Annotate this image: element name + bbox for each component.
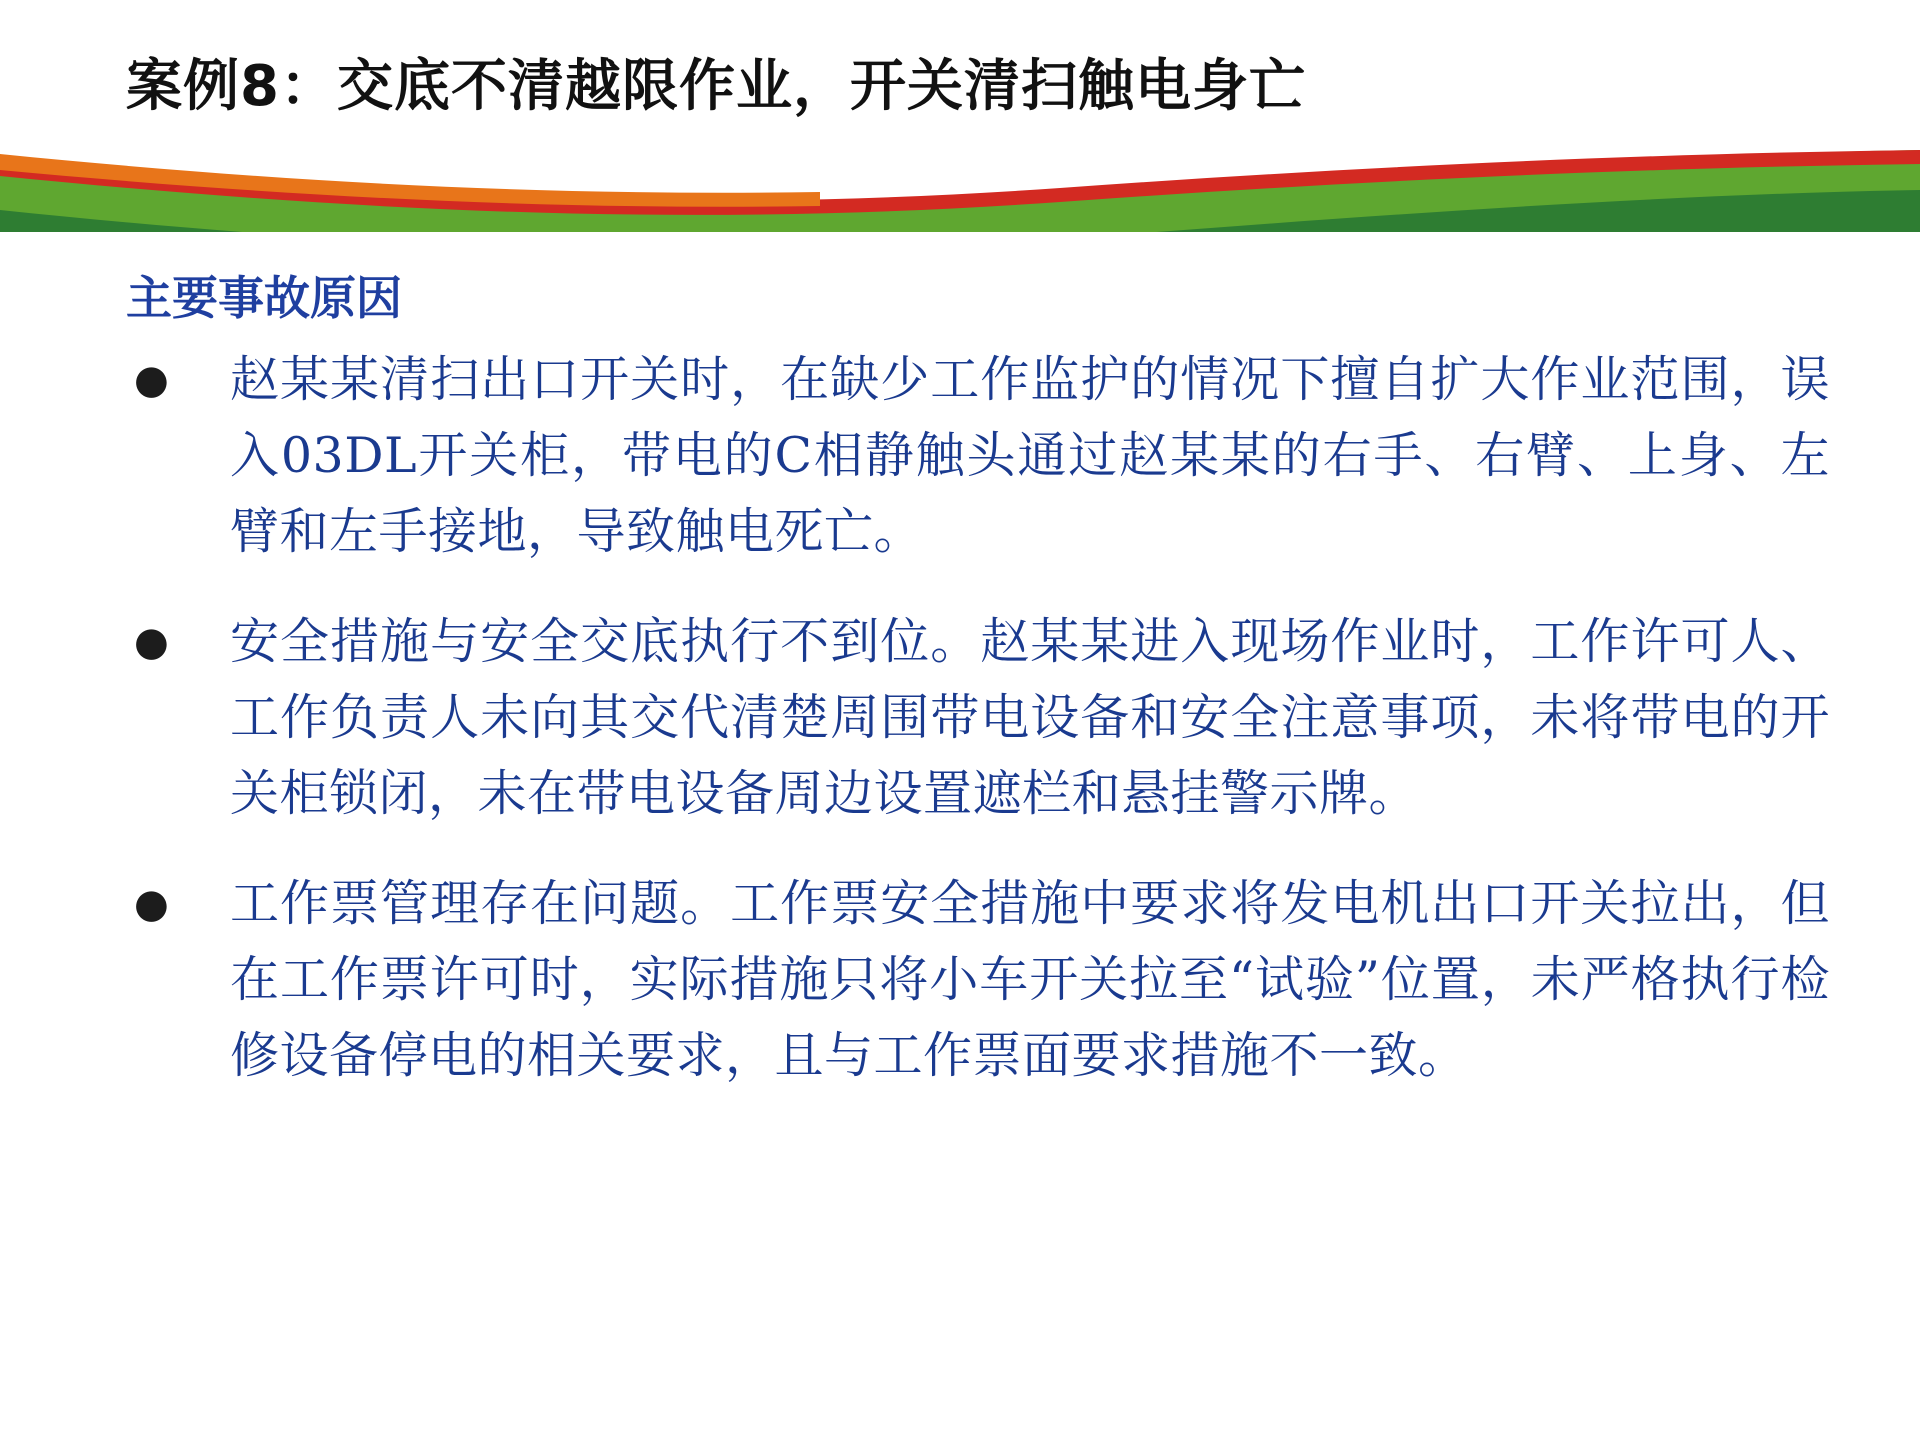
bullet-list — [120, 342, 1840, 1128]
bullet-text: 赵某某清扫出口开关时，在缺少工作监护的情况下擅自扩大作业范围，误入03DL开关柜，带电的C相静触头通过赵某某的右手、右臂、上身、左臂和左手接地，导致触电死亡。 — [230, 351, 1830, 560]
bullet-text: 安全措施与安全交底执行不到位。赵某某进入现场作业时，工作许可人、工作负责人未向其交代清楚周围带电设备和安全注意事项，未将带电的开关柜锁闭，未在带电设备周边设置遮栏和悬挂警示牌。 — [230, 613, 1830, 822]
wave-divider-decoration — [0, 150, 1920, 232]
section-heading: 主要事故原因 — [126, 271, 402, 325]
list-item — [120, 342, 1840, 570]
bullet-marker-icon: ● — [134, 357, 169, 403]
list-item — [120, 866, 1840, 1094]
bullet-marker-icon: ● — [134, 881, 169, 927]
bullet-marker-icon: ● — [134, 619, 169, 665]
bullet-text: 工作票管理存在问题。工作票安全措施中要求将发电机出口开关拉出，但在工作票许可时，实际措施只将小车开关拉至“试验”位置，未严格执行检修设备停电的相关要求，且与工作票面要求措施不一致。 — [230, 875, 1830, 1084]
title-area — [0, 0, 1920, 160]
list-item — [120, 604, 1840, 832]
page-title: 案例8：交底不清越限作业，开关清扫触电身亡 — [126, 54, 1306, 119]
